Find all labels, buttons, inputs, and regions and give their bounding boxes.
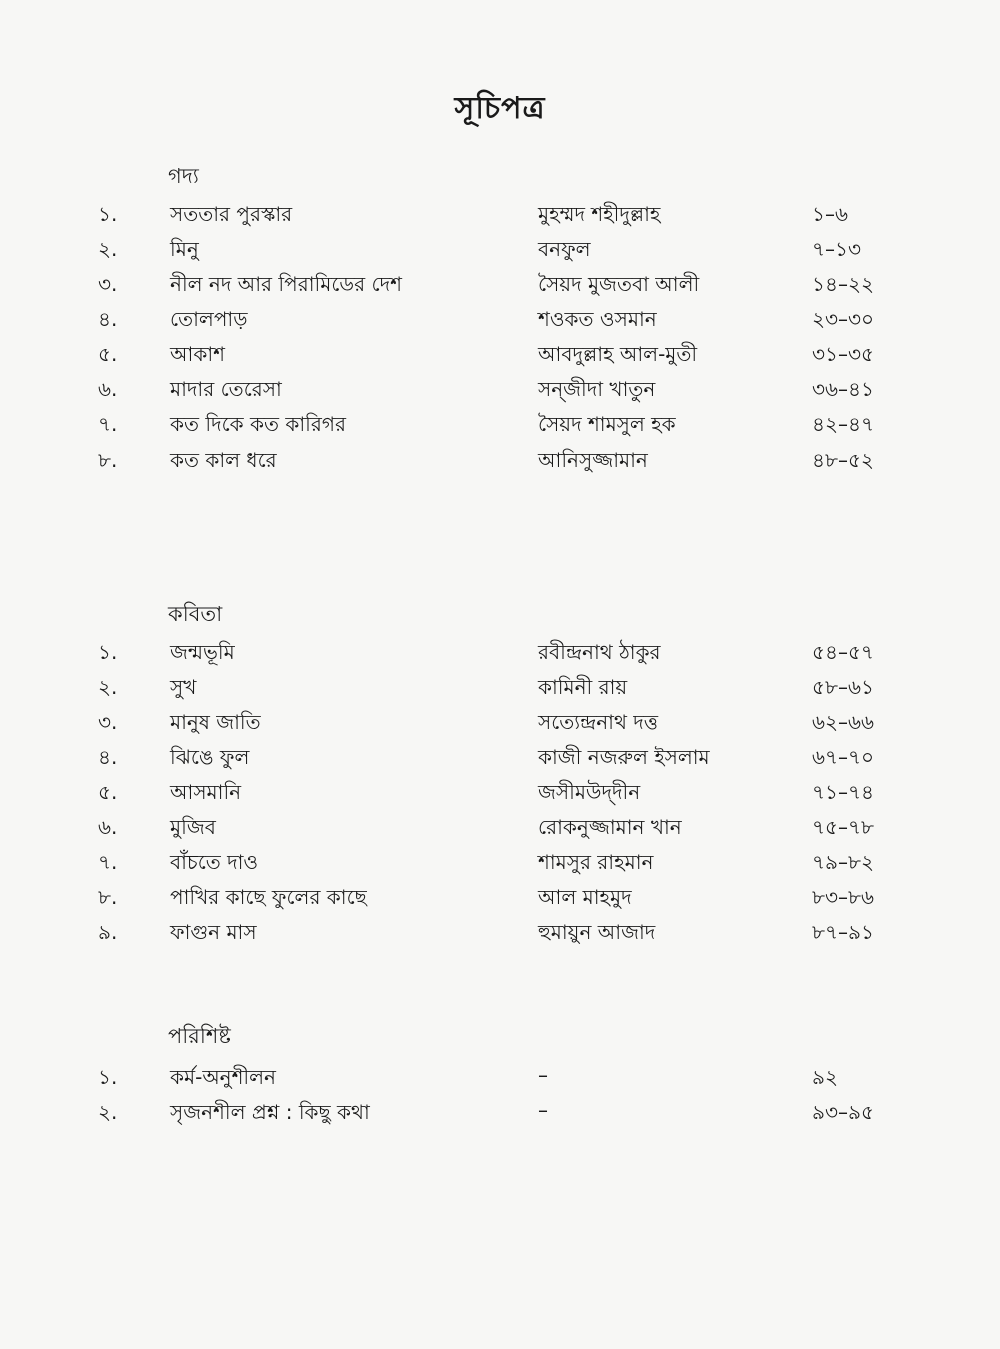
item-author: আল মাহমুদ (538, 885, 632, 909)
page-title: সূচিপত্র (454, 91, 546, 126)
item-pages: ১৪–২২ (812, 272, 874, 296)
item-author: কামিনী রায় (538, 675, 628, 699)
item-author: শওকত ওসমান (538, 307, 657, 331)
item-author: – (538, 1098, 548, 1122)
item-author: শামসুর রাহমান (538, 850, 654, 874)
item-pages: ৪২–৪৭ (812, 412, 874, 436)
item-title: ঝিঙে ফুল (170, 745, 250, 769)
section-heading-poetry: কবিতা (168, 602, 223, 626)
toc-row[interactable] (0, 200, 1000, 234)
item-author: সন্‌জীদা খাতুন (538, 377, 656, 401)
item-author: আবদুল্লাহ আল-মুতী (538, 342, 698, 366)
item-author: হুমায়ুন আজাদ (538, 920, 656, 944)
item-pages: ৪৮–৫২ (812, 448, 874, 472)
item-pages: ২৩–৩০ (812, 307, 875, 331)
item-title: সততার পুরস্কার (170, 202, 293, 226)
item-number: ২. (98, 237, 118, 261)
item-title: মুজিব (170, 815, 216, 839)
toc-row[interactable] (0, 743, 1000, 777)
section-heading-appendix: পরিশিষ্ট (168, 1024, 231, 1048)
item-author: সত্যেন্দ্রনাথ দত্ত (538, 710, 659, 734)
item-number: ৬. (98, 377, 118, 401)
item-pages: ৩১–৩৫ (812, 342, 874, 366)
toc-row[interactable] (0, 673, 1000, 707)
toc-row[interactable] (0, 918, 1000, 952)
item-number: ৩. (98, 272, 118, 296)
toc-row[interactable] (0, 778, 1000, 812)
item-author: সৈয়দ মুজতবা আলী (538, 272, 700, 296)
item-pages: ৬২–৬৬ (812, 710, 875, 734)
toc-row[interactable] (0, 883, 1000, 917)
item-title: বাঁচতে দাও (170, 850, 259, 874)
item-pages: ৫৮–৬১ (812, 675, 874, 699)
item-number: ৭. (98, 412, 118, 436)
item-number: ৪. (98, 307, 118, 331)
item-author: কাজী নজরুল ইসলাম (538, 745, 710, 769)
item-title: পাখির কাছে ফুলের কাছে (170, 885, 367, 909)
toc-row[interactable] (0, 446, 1000, 480)
toc-row[interactable] (0, 305, 1000, 339)
item-pages: ৮৩–৮৬ (812, 885, 874, 909)
item-title: সৃজনশীল প্রশ্ন : কিছু কথা (170, 1100, 370, 1124)
toc-row[interactable] (0, 813, 1000, 847)
item-pages: ৮৭–৯১ (812, 920, 874, 944)
item-number: ৭. (98, 850, 118, 874)
toc-row[interactable] (0, 638, 1000, 672)
item-number: ৯. (98, 920, 118, 944)
item-pages: ৯২ (812, 1065, 838, 1089)
item-title: নীল নদ আর পিরামিডের দেশ (170, 272, 402, 296)
item-title: মাদার তেরেসা (170, 377, 282, 401)
toc-row[interactable] (0, 1098, 1000, 1132)
item-pages: ৯৩–৯৫ (812, 1100, 874, 1124)
item-number: ৫. (98, 342, 118, 366)
toc-row[interactable] (0, 270, 1000, 304)
item-title: সুখ (170, 675, 197, 699)
item-pages: ১–৬ (812, 202, 848, 226)
item-title: মানুষ জাতি (170, 710, 261, 734)
item-number: ৫. (98, 780, 118, 804)
toc-row[interactable] (0, 848, 1000, 882)
item-number: ১. (98, 1065, 118, 1089)
item-title: কত কাল ধরে (170, 448, 277, 472)
item-author: জসীমউদ্‌দীন (538, 780, 641, 804)
item-author: সৈয়দ শামসুল হক (538, 412, 676, 436)
item-number: ৬. (98, 815, 118, 839)
toc-row[interactable] (0, 235, 1000, 269)
item-title: তোলপাড় (170, 307, 248, 331)
item-number: ৮. (98, 885, 118, 909)
item-author: রোকনুজ্জামান খান (538, 815, 682, 839)
item-number: ৩. (98, 710, 118, 734)
item-author: বনফুল (538, 237, 591, 261)
item-title: আকাশ (170, 342, 225, 366)
item-number: ১. (98, 640, 118, 664)
item-pages: ৬৭–৭০ (812, 745, 875, 769)
item-title: আসমানি (170, 780, 242, 804)
toc-row[interactable] (0, 375, 1000, 409)
item-author: মুহম্মদ শহীদুল্লাহ (538, 202, 661, 226)
item-number: ১. (98, 202, 118, 226)
item-title: ফাগুন মাস (170, 920, 257, 944)
section-heading-prose: গদ্য (168, 164, 199, 188)
item-title: মিনু (170, 237, 199, 261)
item-author: রবীন্দ্রনাথ ঠাকুর (538, 640, 661, 664)
item-pages: ৩৬–৪১ (812, 377, 874, 401)
toc-row[interactable] (0, 708, 1000, 742)
toc-row[interactable] (0, 1063, 1000, 1097)
item-number: ৮. (98, 448, 118, 472)
item-title: কর্ম-অনুশীলন (170, 1065, 276, 1089)
item-number: ৪. (98, 745, 118, 769)
item-pages: ৫৪–৫৭ (812, 640, 874, 664)
item-title: কত দিকে কত কারিগর (170, 412, 346, 436)
item-author: – (538, 1063, 548, 1087)
toc-row[interactable] (0, 410, 1000, 444)
item-title: জন্মভূমি (170, 640, 235, 664)
toc-row[interactable] (0, 340, 1000, 374)
item-pages: ৭১–৭৪ (812, 780, 874, 804)
item-pages: ৭–১৩ (812, 237, 861, 261)
item-number: ২. (98, 675, 118, 699)
item-pages: ৭৫–৭৮ (812, 815, 874, 839)
item-pages: ৭৯–৮২ (812, 850, 874, 874)
item-number: ২. (98, 1100, 118, 1124)
item-author: আনিসুজ্জামান (538, 448, 648, 472)
